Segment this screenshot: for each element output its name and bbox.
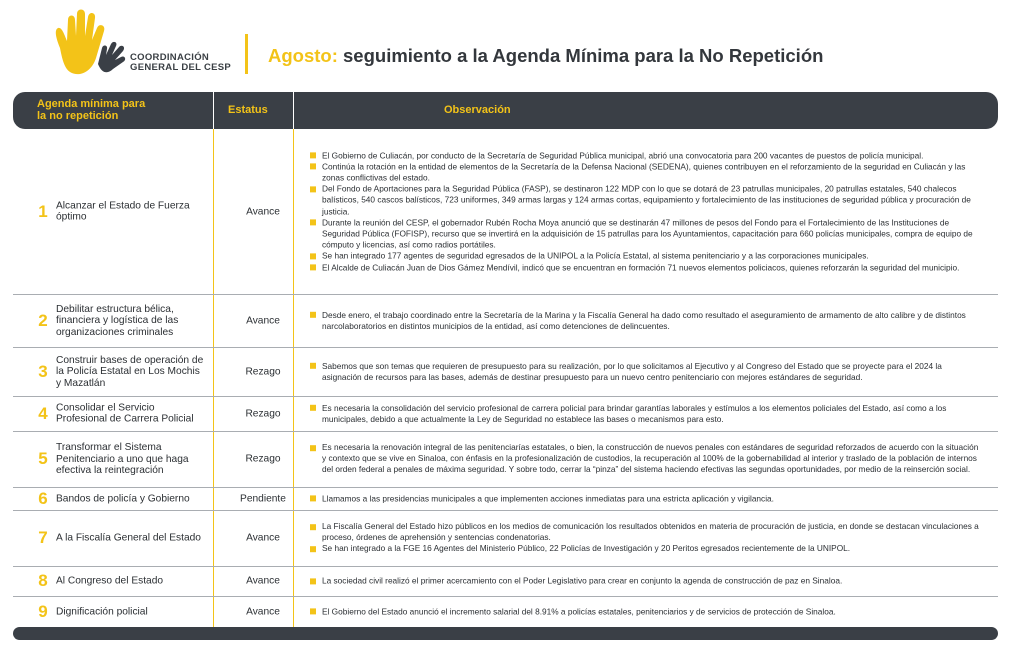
status-label: Avance — [246, 532, 280, 544]
status-label: Rezago — [245, 408, 281, 419]
row-number: 7 — [38, 528, 48, 547]
column-header-agenda-line-1: Agenda mínima para — [37, 98, 146, 110]
title-text: seguimiento a la Agenda Mínima para la No Repetición — [337, 45, 824, 66]
table-row — [13, 396, 998, 432]
row-number: 5 — [38, 449, 48, 468]
observation-bullet: Es necesaria la consolidación del servicio profesional de carrera policial para brindar garantías laborales y estímulos a los elementos policiales del Estado, así como a los municipales, debido a que actualmente la Ley de Seguridad no establece las bases o mecanismos para esto. — [310, 402, 980, 424]
status-label: Rezago — [245, 366, 281, 377]
table-row — [13, 347, 998, 397]
observation-cell — [310, 575, 980, 586]
hands-logo-icon — [50, 8, 130, 80]
table-row — [13, 596, 998, 627]
column-header-observation: Observación — [444, 104, 511, 116]
observation-cell — [310, 606, 980, 617]
observation-cell — [310, 402, 980, 424]
table-row — [13, 487, 998, 511]
agenda-item: Consolidar el Servicio Profesional de Carrera Policial — [56, 402, 194, 425]
row-number: 1 — [38, 201, 48, 221]
observation-bullet: Se han integrado 177 agentes de seguridad egresados de la UNIPOL a la Policía Estatal, al sistema penitenciario y a las corporaciones municipales. — [310, 251, 980, 262]
observation-cell — [310, 360, 980, 382]
agenda-item: Debilitar estructura bélica, financiera y logística de las organizaciones criminales — [56, 303, 179, 338]
observation-bullet: El Gobierno de Culiacán, por conducto de la Secretaría de Seguridad Pública municipal, abrió una convocatoria para 200 vacantes de puestos de policía municipal. — [310, 150, 980, 161]
status-label: Avance — [246, 575, 280, 587]
column-header-agenda — [37, 98, 207, 122]
agenda-item: Bandos de policía y Gobierno — [56, 492, 190, 504]
status-label: Rezago — [245, 453, 281, 465]
status-label: Avance — [246, 206, 280, 217]
status-label: Avance — [246, 315, 280, 326]
observation-bullet: Sabemos que son temas que requieren de presupuesto para su realización, por lo que solicitamos al Ejecutivo y al Congreso del Estado que se proyecte para el 2024 la asignación de recursos para las bases, además de destinar presupuesto para un nuevo centro penitenciario con mejores estándares de seguridad. — [310, 360, 980, 382]
org-line-1: COORDINACIÓN — [130, 52, 210, 63]
table-row — [13, 294, 998, 348]
header-divider — [293, 92, 294, 129]
observation-bullet: La sociedad civil realizó el primer acercamiento con el Poder Legislativo para crear en conjunto la agenda de construcción de paz en Sinaloa. — [310, 575, 980, 586]
header-divider — [213, 92, 214, 129]
observation-cell — [310, 493, 980, 504]
row-number: 2 — [38, 310, 48, 330]
table-footer-bar — [13, 627, 998, 640]
agenda-item: Alcanzar el Estado de Fuerza óptimo — [56, 200, 190, 223]
table-row — [13, 566, 998, 597]
page-title — [268, 45, 823, 67]
agenda-item: A la Fiscalía General del Estado — [56, 532, 201, 544]
column-header-agenda-line-2: la no repetición — [37, 110, 119, 122]
table-row — [13, 510, 998, 567]
observation-bullet: Durante la reunión del CESP, el gobernador Rubén Rocha Moya anunció que se destinarán 47 millones de pesos del Fondo para el Fortalecimiento de las Instituciones de Seguridad Pública (FOFISP), recurso que se invertirá en la adquisición de 15 patrullas para los Ayuntamientos, capacitación para 660 policías municipales, compra de equipo de cómputo y licencias, así como radios portátiles. — [310, 217, 980, 251]
agenda-item: Construir bases de operación de la Policía Estatal en Los Mochis y Mazatlán — [56, 354, 204, 389]
title-month: Agosto: — [268, 45, 338, 66]
org-line-2: GENERAL DEL CESP — [130, 62, 232, 73]
observation-cell — [310, 521, 980, 555]
agenda-item: Al Congreso del Estado — [56, 575, 164, 587]
observation-bullet: Llamamos a las presidencias municipales a que implementen acciones inmediatas para una estricta aplicación y vigilancia. — [310, 493, 980, 504]
observation-cell — [310, 150, 980, 273]
status-label: Avance — [246, 606, 280, 617]
row-number: 4 — [38, 403, 48, 423]
observation-bullet: Continúa la rotación en la entidad de elementos de la Secretaría de la Defensa Nacional (SEDENA), quienes contribuyen en el reforzamiento de la seguridad en Culiacán y las zonas conflictivas del estado. — [310, 161, 980, 183]
table-row — [13, 129, 998, 295]
observation-bullet: Del Fondo de Aportaciones para la Seguridad Pública (FASP), se destinaron 122 MDP con lo que se dotará de 23 patrullas municipales, 20 patrullas estatales, 540 chalecos balísticos, 540 cascos balísticos, 723 uniformes, 349 armas largas y 124 armas cortas, equipamiento y fortalecimiento de las instituciones de seguridad pública y procuración de justicia. — [310, 183, 980, 217]
observation-bullet: Es necesaria la renovación integral de las penitenciarías estatales, o bien, la construcción de nuevos penales con estándares de seguridad reforzados de acuerdo con la situación y contexto que se vive en Sinaloa, con énfasis en la profesionalización de custodios, la recuperación al 100% de la gobernabilidad al interior y traslado de la población de internos del orden federal a penales de máxima seguridad. Y sobre todo, cerrar la “pinza” del sistema haciendo efectivas las segundas oportunidades, por medio de la reinserción social. — [310, 442, 980, 476]
table-row — [13, 431, 998, 488]
title-divider — [245, 34, 248, 74]
row-number: 9 — [38, 601, 48, 621]
table-header — [13, 92, 998, 129]
observation-bullet: Desde enero, el trabajo coordinado entre la Secretaría de la Marina y la Fiscalía General ha dado como resultado el aseguramiento de armamento de alto calibre y de distintos narcolaboratorios en distintos municipios de la entidad, así como detenciones de delincuentes. — [310, 309, 980, 331]
column-header-status: Estatus — [228, 104, 268, 116]
observation-bullet: El Alcalde de Culiacán Juan de Dios Gámez Mendívil, indicó que se encuentran en formación 71 nuevos elementos policiacos, quienes reforzarán la seguridad del municipio. — [310, 262, 980, 273]
row-number: 3 — [38, 361, 48, 381]
observation-bullet: Se han integrado a la FGE 16 Agentes del Ministerio Público, 22 Policías de Investigación y 20 Peritos egresados recientemente de la UNIPOL. — [310, 544, 980, 555]
row-number: 8 — [38, 571, 48, 590]
observation-bullet: El Gobierno del Estado anunció el incremento salarial del 8.91% a policías estatales, penitenciarios y de servicios de protección de Sinaloa. — [310, 606, 980, 617]
org-name — [130, 53, 231, 73]
observation-bullet: La Fiscalía General del Estado hizo públicos en los medios de comunicación los resultados obtenidos en materia de procuración de justicia, en donde se destacan vinculaciones a proceso, órdenes de aprehensión y sentencias condenatorias. — [310, 521, 980, 543]
row-number: 6 — [38, 488, 48, 508]
page-header — [0, 0, 1024, 88]
agenda-item: Transformar el Sistema Penitenciario a uno que haga efectiva la reintegración — [56, 441, 189, 476]
observation-cell — [310, 442, 980, 476]
observation-cell — [310, 309, 980, 331]
agenda-item: Dignificación policial — [56, 605, 148, 617]
status-label: Pendiente — [240, 493, 286, 504]
